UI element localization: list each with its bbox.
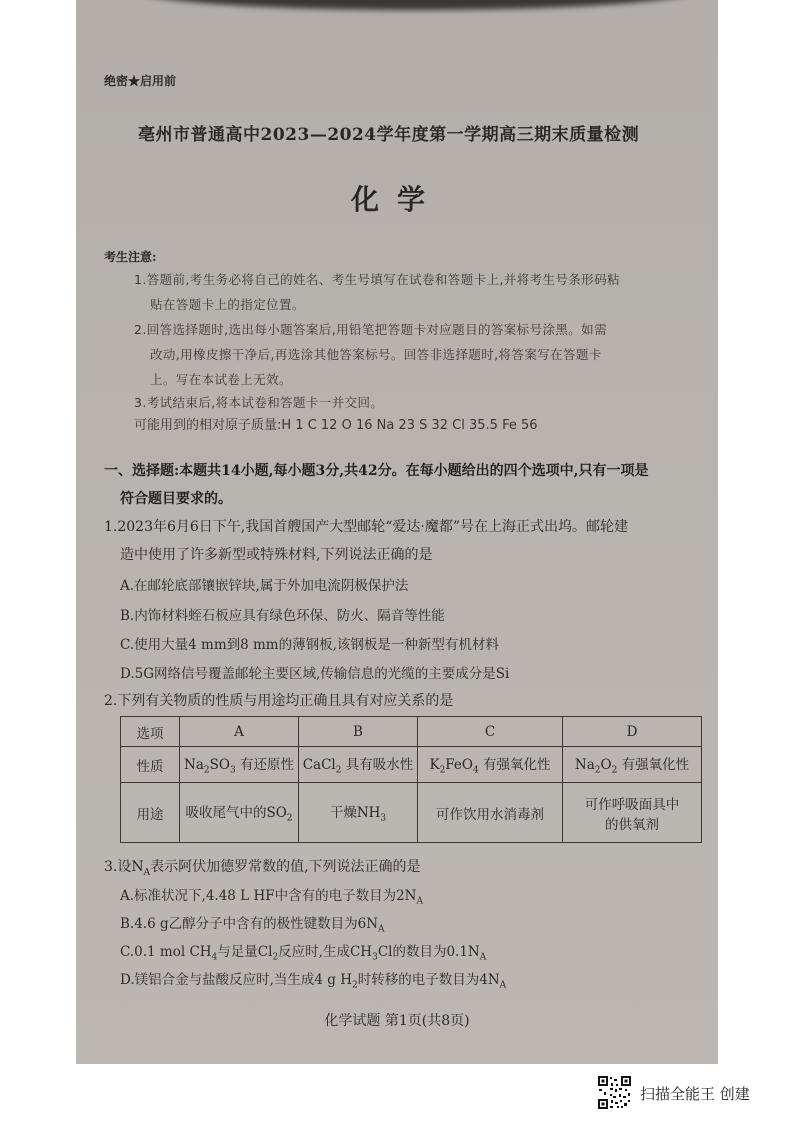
section-1-heading-cont: 符合题目要求的。 <box>120 491 232 507</box>
q3-option-a: A.标准状况下,4.48 L HF中含有的电子数目为$2N_A$ <box>120 888 423 907</box>
q1-option-c: C.使用大量4 mm到8 mm的薄钢板,该钢板是一种新型有机材料 <box>120 637 499 653</box>
table-header-b: B <box>299 717 418 747</box>
table-header-d: D <box>563 717 702 747</box>
q3-stem: 3.设$N_A$表示阿伏加德罗常数的值,下列说法正确的是 <box>104 859 421 878</box>
note-1b: 贴在答题卡上的指定位置。 <box>150 297 305 312</box>
q3-option-d: D.镁铝合金与盐酸反应时,当生成4 g $H_2$时转移的电子数目为$4N_A$ <box>120 972 507 991</box>
cell-usage-a: 吸收尾气中的$SO_2$ <box>180 783 299 843</box>
table-row-property: 性质 <box>121 747 180 783</box>
scanned-page-photo <box>76 0 718 1064</box>
note-3: 3.考试结束后,将本试卷和答题卡一并交回。 <box>134 395 384 410</box>
cell-property-b: CaCl$_2$ 具有吸水性 <box>299 747 418 783</box>
q1-stem: 1.2023年6月6日下午,我国首艘国产大型邮轮“爱达·魔都”号在上海正式出坞。邮轮建 <box>104 519 629 535</box>
section-1-heading: 一、选择题:本题共14小题,每小题3分,共42分。在每小题给出的四个选项中,只有一项是 <box>104 463 649 479</box>
q3-option-c: C.0.1 mol $CH_4$与足量$Cl_2$反应时,生成$CH_3Cl$的数目为$0.1N_A$ <box>120 944 487 963</box>
cell-property-c: $K_2FeO_4$ 有强氧化性 <box>418 747 563 783</box>
exam-page <box>76 0 718 1064</box>
q1-option-d: D.5G网络信号覆盖邮轮主要区域,传输信息的光缆的主要成分是Si <box>120 666 510 682</box>
table-header-c: C <box>418 717 563 747</box>
page-footer: 化学试题 第1页(共8页) <box>324 1013 470 1029</box>
qr-code-icon <box>597 1075 632 1110</box>
cell-usage-b: 干燥$NH_3$ <box>299 783 418 843</box>
confidential-label: 绝密★启用前 <box>104 74 177 88</box>
cell-usage-c: 可作饮用水消毒剂 <box>418 783 563 843</box>
table-row-usage: 用途 <box>121 783 180 843</box>
note-2c: 上。写在本试卷上无效。 <box>150 372 292 387</box>
scanner-watermark: 扫描全能王 创建 <box>640 1085 750 1103</box>
note-2b: 改动,用橡皮擦干净后,再选涂其他答案标号。回答非选择题时,将答案写在答题卡 <box>150 347 602 362</box>
table-header-option: 选项 <box>121 717 180 747</box>
q2-table <box>120 716 702 843</box>
q2-stem: 2.下列有关物质的性质与用途均正确且具有对应关系的是 <box>104 693 454 709</box>
subject-title: 化学 <box>350 183 443 216</box>
note-1a: 1.答题前,考生务必将自己的姓名、考生号填写在试卷和答题卡上,并将考生号条形码粘 <box>134 272 620 287</box>
note-2a: 2.回答选择题时,选出每小题答案后,用铅笔把答题卡对应题目的答案标号涂黑。如需 <box>134 322 607 337</box>
q1-stem-cont: 造中使用了许多新型或特殊材料,下列说法正确的是 <box>120 547 433 563</box>
q3-option-b: B.4.6 g乙醇分子中含有的极性键数目为$6N_A$ <box>120 916 385 935</box>
exam-title: 亳州市普通高中2023—2024学年度第一学期高三期末质量检测 <box>138 125 640 145</box>
q1-option-a: A.在邮轮底部镶嵌锌块,属于外加电流阴极保护法 <box>120 578 409 594</box>
q1-option-b: B.内饰材料蛭石板应具有绿色环保、防火、隔音等性能 <box>120 608 445 624</box>
table-header-a: A <box>180 717 299 747</box>
atomic-masses: 可能用到的相对原子质量:H 1 C 12 O 16 Na 23 S 32 Cl 35.5 Fe 56 <box>134 418 538 433</box>
cell-property-d: $Na_2O_2$ 有强氧化性 <box>563 747 702 783</box>
cell-property-a: $Na_2SO_3$ 有还原性 <box>180 747 299 783</box>
cell-usage-d: 可作呼吸面具中 的供氧剂 <box>563 783 702 843</box>
notes-heading: 考生注意: <box>104 250 157 264</box>
